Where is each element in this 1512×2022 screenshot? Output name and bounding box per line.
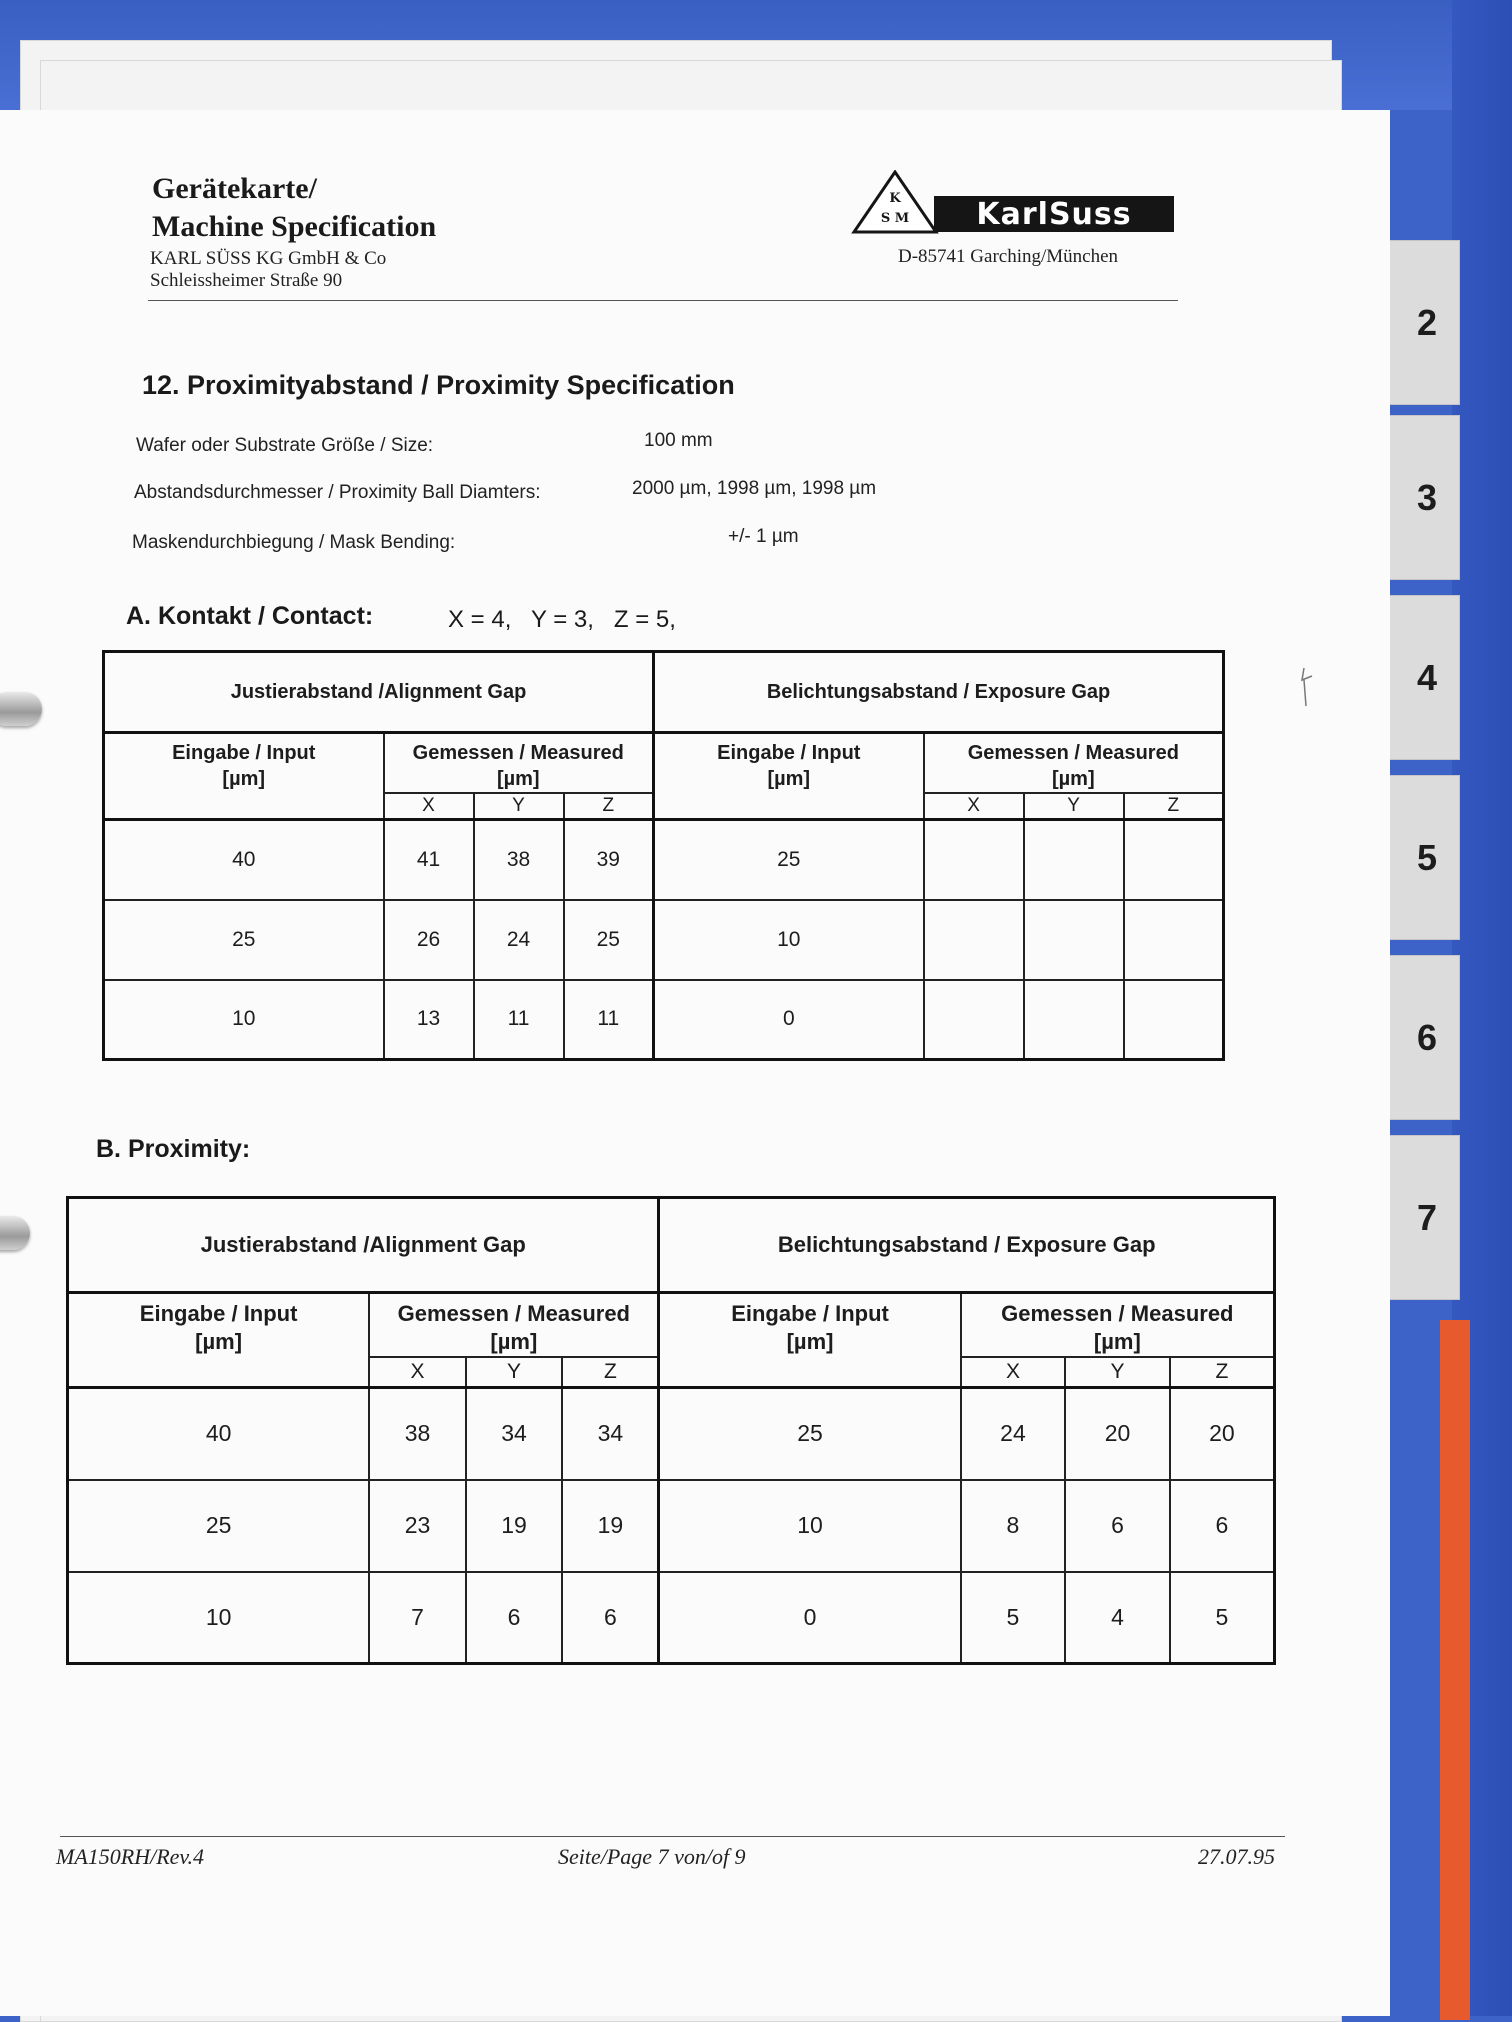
exp-y-cell: 6 bbox=[1065, 1480, 1170, 1572]
exposure-input-header bbox=[654, 733, 924, 820]
align-y-cell: 34 bbox=[466, 1388, 563, 1480]
align-y-cell: 38 bbox=[474, 820, 564, 900]
tab-label: 6 bbox=[1416, 1016, 1437, 1058]
align-x-cell: 38 bbox=[369, 1388, 466, 1480]
unit-label: [µm] bbox=[222, 768, 266, 790]
measured-label: Gemessen / Measured bbox=[967, 742, 1179, 764]
exp-y-cell bbox=[1024, 900, 1124, 980]
align-y-cell: 11 bbox=[474, 980, 564, 1060]
axis-y-header: Y bbox=[1065, 1357, 1170, 1388]
title-line-2: Machine Specification bbox=[152, 210, 437, 243]
contact-table bbox=[102, 650, 1225, 1061]
axis-z-header: Z bbox=[562, 1357, 659, 1388]
axis-x-header: X bbox=[384, 793, 474, 820]
align-z-cell: 34 bbox=[562, 1388, 659, 1480]
exp-input-cell: 10 bbox=[659, 1480, 961, 1572]
input-label: Eingabe / Input bbox=[139, 1301, 298, 1326]
title-line-1: Gerätekarte/ bbox=[152, 172, 317, 205]
exp-x-cell: 24 bbox=[961, 1388, 1066, 1480]
exposure-input-header bbox=[659, 1293, 961, 1388]
unit-label: [µm] bbox=[195, 1329, 243, 1354]
table-row bbox=[104, 980, 1224, 1060]
exp-y-cell: 20 bbox=[1065, 1388, 1170, 1480]
alignment-input-header bbox=[104, 733, 384, 820]
footer-page-number: Seite/Page 7 von/of 9 bbox=[558, 1844, 746, 1869]
pencil-mark-icon bbox=[1300, 662, 1314, 710]
spec-label-mask-bending: Maskendurchbiegung / Mask Bending: bbox=[132, 532, 456, 553]
tab-label: 3 bbox=[1416, 476, 1437, 518]
company-city: D-85741 Garching/München bbox=[898, 246, 1119, 267]
orange-divider-tab[interactable] bbox=[1440, 1320, 1470, 2020]
align-z-cell: 19 bbox=[562, 1480, 659, 1572]
header-divider bbox=[148, 300, 1178, 301]
axis-z-header: Z bbox=[1124, 793, 1224, 820]
axis-x-header: X bbox=[961, 1357, 1066, 1388]
measured-label: Gemessen / Measured bbox=[1001, 1301, 1234, 1326]
axis-y-header: Y bbox=[474, 793, 564, 820]
exposure-gap-header: Belichtungsabstand / Exposure Gap bbox=[659, 1198, 1275, 1293]
exposure-measured-header bbox=[961, 1293, 1275, 1358]
exp-input-cell: 0 bbox=[659, 1572, 961, 1664]
karl-suss-logo bbox=[850, 170, 1180, 240]
measured-label: Gemessen / Measured bbox=[412, 742, 624, 764]
alignment-input-header bbox=[68, 1293, 370, 1388]
align-input-cell: 25 bbox=[104, 900, 384, 980]
align-input-cell: 25 bbox=[68, 1480, 370, 1572]
alignment-gap-header: Justierabstand /Alignment Gap bbox=[68, 1198, 659, 1293]
contact-xyz-values: X = 4, Y = 3, Z = 5, bbox=[448, 606, 676, 633]
alignment-gap-header: Justierabstand /Alignment Gap bbox=[104, 652, 654, 733]
align-x-cell: 13 bbox=[384, 980, 474, 1060]
align-y-cell: 19 bbox=[466, 1480, 563, 1572]
spec-value-size: 100 mm bbox=[644, 430, 713, 451]
unit-label: [µm] bbox=[490, 1329, 538, 1354]
align-x-cell: 41 bbox=[384, 820, 474, 900]
exp-z-cell bbox=[1124, 900, 1224, 980]
exp-z-cell bbox=[1124, 820, 1224, 900]
input-label: Eingabe / Input bbox=[717, 742, 861, 764]
align-x-cell: 26 bbox=[384, 900, 474, 980]
table-row bbox=[68, 1572, 1275, 1664]
spec-value-ball-diameter: 2000 µm, 1998 µm, 1998 µm bbox=[632, 478, 877, 499]
logo-wordmark: KarlSuss bbox=[934, 196, 1174, 232]
company-name: KARL SÜSS KG GmbH & Co bbox=[150, 248, 387, 269]
exp-x-cell: 5 bbox=[961, 1572, 1066, 1664]
align-x-cell: 23 bbox=[369, 1480, 466, 1572]
exp-z-cell: 6 bbox=[1170, 1480, 1275, 1572]
unit-label: [µm] bbox=[1051, 768, 1095, 790]
alignment-measured-header bbox=[369, 1293, 659, 1358]
exp-y-cell bbox=[1024, 820, 1124, 900]
company-address bbox=[150, 248, 386, 292]
exp-input-cell: 0 bbox=[654, 980, 924, 1060]
align-y-cell: 24 bbox=[474, 900, 564, 980]
svg-text:K: K bbox=[889, 191, 901, 206]
exp-x-cell bbox=[924, 900, 1024, 980]
exp-input-cell: 10 bbox=[654, 900, 924, 980]
footer-date: 27.07.95 bbox=[1198, 1844, 1275, 1869]
spec-label-size: Wafer oder Substrate Größe / Size: bbox=[136, 435, 434, 456]
align-z-cell: 25 bbox=[564, 900, 654, 980]
table-row bbox=[104, 900, 1224, 980]
align-input-cell: 40 bbox=[104, 820, 384, 900]
exp-z-cell: 20 bbox=[1170, 1388, 1275, 1480]
align-input-cell: 40 bbox=[68, 1388, 370, 1480]
spec-label-ball-diameter: Abstandsdurchmesser / Proximity Ball Diamters: bbox=[134, 482, 541, 503]
table-row bbox=[68, 1480, 1275, 1572]
exp-z-cell: 5 bbox=[1170, 1572, 1275, 1664]
proximity-title: B. Proximity: bbox=[96, 1135, 251, 1163]
ksm-triangle-icon bbox=[850, 170, 940, 240]
tab-label: 5 bbox=[1416, 836, 1437, 878]
section-title: 12. Proximityabstand / Proximity Specification bbox=[142, 370, 735, 400]
input-label: Eingabe / Input bbox=[172, 742, 316, 764]
spec-value-mask-bending: +/- 1 µm bbox=[728, 526, 799, 547]
exp-input-cell: 25 bbox=[654, 820, 924, 900]
unit-label: [µm] bbox=[496, 768, 540, 790]
exposure-measured-header bbox=[924, 733, 1224, 794]
alignment-measured-header bbox=[384, 733, 654, 794]
unit-label: [µm] bbox=[1093, 1329, 1141, 1354]
tab-label: 4 bbox=[1416, 656, 1437, 698]
input-label: Eingabe / Input bbox=[731, 1301, 889, 1326]
unit-label: [µm] bbox=[786, 1329, 834, 1354]
document-title bbox=[152, 170, 436, 246]
align-z-cell: 39 bbox=[564, 820, 654, 900]
measured-label: Gemessen / Measured bbox=[397, 1301, 630, 1326]
axis-z-header: Z bbox=[1170, 1357, 1275, 1388]
unit-label: [µm] bbox=[767, 768, 811, 790]
company-street: Schleissheimer Straße 90 bbox=[150, 270, 343, 291]
axis-y-header: Y bbox=[1024, 793, 1124, 820]
tab-label: 7 bbox=[1416, 1196, 1437, 1238]
proximity-table bbox=[66, 1196, 1276, 1665]
exp-y-cell bbox=[1024, 980, 1124, 1060]
axis-x-header: X bbox=[369, 1357, 466, 1388]
axis-x-header: X bbox=[924, 793, 1024, 820]
svg-text:S M: S M bbox=[880, 211, 910, 226]
exp-x-cell: 8 bbox=[961, 1480, 1066, 1572]
align-input-cell: 10 bbox=[104, 980, 384, 1060]
align-z-cell: 6 bbox=[562, 1572, 659, 1664]
align-x-cell: 7 bbox=[369, 1572, 466, 1664]
align-z-cell: 11 bbox=[564, 980, 654, 1060]
exp-x-cell bbox=[924, 820, 1024, 900]
exp-input-cell: 25 bbox=[659, 1388, 961, 1480]
footer-doc-id: MA150RH/Rev.4 bbox=[56, 1844, 205, 1869]
table-row bbox=[104, 820, 1224, 900]
exposure-gap-header: Belichtungsabstand / Exposure Gap bbox=[654, 652, 1224, 733]
binder-ring-icon bbox=[0, 692, 42, 726]
table-row bbox=[68, 1388, 1275, 1480]
exp-z-cell bbox=[1124, 980, 1224, 1060]
footer-divider bbox=[60, 1836, 1285, 1837]
tab-label: 2 bbox=[1416, 301, 1437, 343]
axis-y-header: Y bbox=[466, 1357, 563, 1388]
align-input-cell: 10 bbox=[68, 1572, 370, 1664]
exp-y-cell: 4 bbox=[1065, 1572, 1170, 1664]
exp-x-cell bbox=[924, 980, 1024, 1060]
contact-title: A. Kontakt / Contact: bbox=[126, 602, 374, 630]
align-y-cell: 6 bbox=[466, 1572, 563, 1664]
axis-z-header: Z bbox=[564, 793, 654, 820]
